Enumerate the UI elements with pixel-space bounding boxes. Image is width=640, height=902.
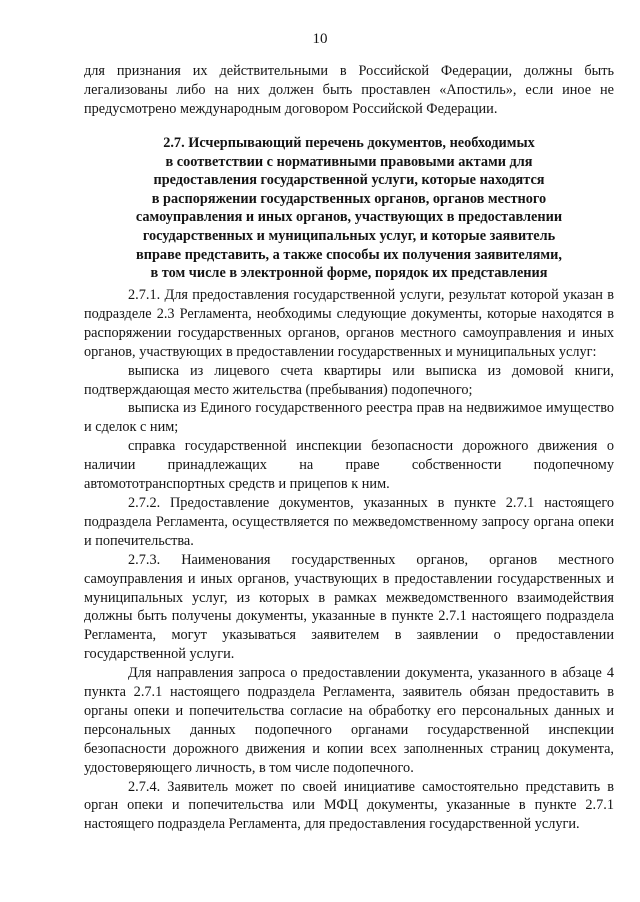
paragraph-2-7-2: 2.7.2. Предоставление документов, указанных в пункте 2.7.1 настоящего подраздела Регламента, осуществляется по межведомственному запросу органа опеки и попечительства. <box>84 494 614 549</box>
heading-line: самоуправления и иных органов, участвующих в предоставлении <box>135 209 563 226</box>
paragraph-2-7-4: 2.7.4. Заявитель может по своей инициативе самостоятельно представить в орган опеки и попечительства или МФЦ документы, указанные в пункте 2.7.1 настоящего подраздела Регламента, для предоставления государственной услуги. <box>84 778 614 833</box>
heading-line: 2.7. Исчерпывающий перечень документов, необходимых <box>163 135 535 151</box>
intro-text: для признания их действительными в Российской Федерации, должны быть легализованы либо на них должен быть проставлен «Апостиль», если иное не предусмотрено международным договором Российской Федерации. <box>84 63 614 117</box>
list-item-account-extract: выписка из лицевого счета квартиры или выписка из домовой книги, подтверждающая место жительства (пребывания) подопечного; <box>84 362 614 398</box>
page-number: 10 <box>312 31 328 47</box>
heading-line: предоставления государственной услуги, которые находятся <box>153 172 545 189</box>
section-heading <box>84 134 614 283</box>
paragraph-request-consent: Для направления запроса о предоставлении документа, указанного в абзаце 4 пункта 2.7.1 настоящего подраздела Регламента, заявитель обязан предоставить в органы опеки и попечительства согласие на обработку его персональных данных и персональных данных подопечного органами государственной инспекции безопасности дорожного движения и копии всех заполненных страниц документа, удостоверяющего личность, в том числе подопечного. <box>84 665 614 776</box>
list-item-traffic-certificate: справка государственной инспекции безопасности дорожного движения о наличии принадлежащих на праве собственности подопечному автомототранспортных средств и прицепов к ним. <box>84 438 614 493</box>
section-body <box>84 286 614 834</box>
paragraph-2-7-3: 2.7.3. Наименования государственных органов, органов местного самоуправления и иных органов, участвующих в предоставлении государственных и муниципальных услуг, из которых в рамках межведомственного взаимодействия должны быть получены документы, указанные в пункте 2.7.1 настоящего подраздела Регламента, могут указываться заявителем в заявлении о предоставлении государственной услуги. <box>84 551 614 663</box>
intro-paragraph <box>84 62 614 119</box>
paragraph-2-7-1: 2.7.1. Для предоставления государственной услуги, результат которой указан в подразделе 2.3 Регламента, необходимы следующие документы, которые находятся в распоряжении государственных органов, органов местного самоуправления и иных органов, участвующих в предоставлении государственных и муниципальных услуг: <box>84 287 614 360</box>
heading-line: вправе представить, а также способы их получения заявителями, <box>136 246 562 263</box>
list-item-registry-extract: выписка из Единого государственного реестра прав на недвижимое имущество и сделок с ним; <box>84 400 614 436</box>
heading-line: в том числе в электронной форме, порядок их представления <box>150 265 548 282</box>
heading-line: в распоряжении государственных органов, органов местного <box>151 190 547 207</box>
heading-line: в соответствии с нормативными правовыми актами для <box>165 153 533 170</box>
heading-line: государственных и муниципальных услуг, и которые заявитель <box>142 227 556 244</box>
